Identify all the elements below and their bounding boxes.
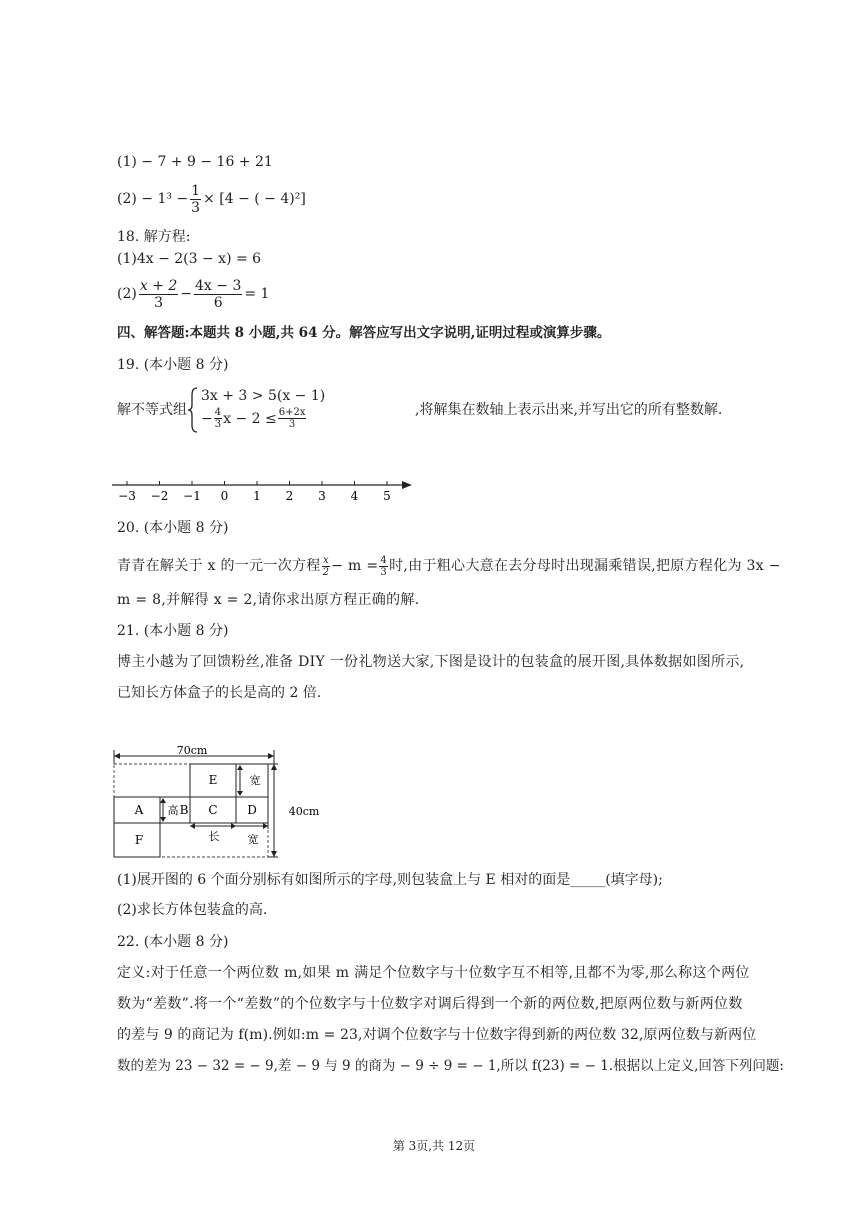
q20-line1 bbox=[117, 552, 781, 580]
label-40cm: 40cm bbox=[288, 805, 320, 818]
q20-frac2-num: 4 bbox=[380, 554, 388, 566]
q17-item2-suffix: × [4 − ( − 4)²] bbox=[203, 191, 306, 207]
brace-icon bbox=[187, 387, 199, 433]
q21-sub1: (1)展开图的 6 个面分别标有如图所示的字母,则包装盒上与 E 相对的面是_____(填字母); bbox=[117, 872, 663, 888]
face-B: B bbox=[179, 803, 189, 817]
q22-line4: 数的差为 23 − 32 = − 9,差 − 9 与 9 的商为 − 9 ÷ 9 = − 1,所以 f(23) = − 1.根据以上定义,回答下列问题: bbox=[117, 1058, 784, 1074]
label-width-top: 宽 bbox=[249, 774, 261, 787]
axis-tick-label: 4 bbox=[350, 489, 359, 503]
q22-title: 22. (本小题 8 分) bbox=[117, 934, 229, 950]
q17-item2-prefix: (2) − 1³ − bbox=[117, 191, 189, 207]
face-F: F bbox=[134, 833, 144, 847]
q19-ineq2-a: − bbox=[201, 410, 213, 427]
q21-sub2: (2)求长方体包装盒的高. bbox=[117, 902, 268, 918]
axis-tick-label: −2 bbox=[150, 489, 169, 503]
q17-item1: (1) − 7 + 9 − 16 + 21 bbox=[117, 154, 273, 170]
q18-frac2-num: 4x − 3 bbox=[195, 277, 242, 294]
label-length: 长 bbox=[208, 830, 220, 843]
q22-line3: 的差与 9 的商记为 f(m).例如:m = 23,对调个位数字与十位数字得到新的两位数 32,原两位数与新两位 bbox=[117, 1027, 757, 1043]
face-D: D bbox=[247, 803, 257, 817]
q19-ineq2-num: 4 bbox=[214, 407, 222, 418]
axis-tick-label: 1 bbox=[253, 489, 261, 503]
q21-line1: 博主小越为了回馈粉丝,准备 DIY 一份礼物送大家,下图是设计的包装盒的展开图,具体数据如图所示, bbox=[117, 654, 745, 670]
q19-ineq2-num2: 6+2x bbox=[278, 407, 306, 418]
box-net-diagram bbox=[108, 740, 328, 862]
arrow-right-icon bbox=[402, 481, 412, 489]
page-footer: 第 3页,共 12页 bbox=[392, 1139, 476, 1153]
q18-item2-suffix: = 1 bbox=[244, 286, 270, 302]
q18-frac1-den: 3 bbox=[154, 294, 164, 311]
label-height: 高 bbox=[167, 804, 179, 817]
q21-line2: 已知长方体盒子的长是高的 2 倍. bbox=[117, 685, 322, 701]
q18-title: 18. 解方程: bbox=[117, 229, 191, 245]
q20-frac2-den: 3 bbox=[380, 566, 388, 578]
q20-frac2 bbox=[379, 555, 388, 578]
q19-ineq2-frac1 bbox=[214, 407, 222, 430]
label-width-bottom: 宽 bbox=[247, 833, 259, 846]
axis-tick-label: −3 bbox=[118, 489, 136, 503]
q17-item2 bbox=[117, 182, 306, 216]
number-line bbox=[110, 476, 420, 506]
q19-suffix: ,将解集在数轴上表示出来,并写出它的所有整数解. bbox=[415, 402, 723, 418]
q19-ineq2-den: 3 bbox=[214, 419, 222, 430]
face-C: C bbox=[208, 803, 218, 817]
q17-frac-den: 3 bbox=[191, 199, 201, 216]
q17-frac-num: 1 bbox=[191, 182, 201, 199]
q19-ineq1: 3x + 3 > 5(x − 1) bbox=[201, 388, 326, 404]
q18-item2-prefix: (2) bbox=[117, 286, 137, 302]
axis-tick-label: −1 bbox=[183, 489, 201, 503]
q20-line2: m = 8,并解得 x = 2,请你求出原方程正确的解. bbox=[117, 592, 420, 608]
q19-title: 19. (本小题 8 分) bbox=[117, 357, 229, 373]
face-A: A bbox=[134, 803, 144, 817]
q20-line1-a: 青青在解关于 x 的一元一次方程 bbox=[117, 558, 321, 574]
q19-ineq2-b: x − 2 ≤ bbox=[223, 410, 277, 427]
q19-ineq2-frac2 bbox=[278, 407, 307, 430]
q19-prefix: 解不等式组 bbox=[117, 402, 187, 418]
q18-frac1-num: x + 2 bbox=[139, 277, 178, 294]
q18-item1: (1)4x − 2(3 − x) = 6 bbox=[117, 251, 262, 267]
q20-frac1-den: 2 bbox=[322, 566, 330, 578]
q20-line1-c: 时,由于粗心大意在去分母时出现漏乘错误,把原方程化为 3x − bbox=[389, 558, 781, 574]
q20-frac1 bbox=[322, 555, 331, 578]
q18-minus: − bbox=[180, 286, 193, 302]
q21-title: 21. (本小题 8 分) bbox=[117, 623, 229, 639]
q19-ineq2-den2: 3 bbox=[288, 419, 296, 430]
axis-tick-label: 3 bbox=[318, 489, 326, 503]
axis-tick-label: 0 bbox=[220, 489, 229, 503]
q17-item2-fraction bbox=[190, 183, 201, 216]
section4-heading: 四、解答题:本题共 8 小题,共 64 分。解答应写出文字说明,证明过程或演算步骤。 bbox=[117, 325, 611, 341]
q18-item2 bbox=[117, 275, 269, 313]
q20-line1-b: − m = bbox=[331, 558, 379, 574]
q20-title: 20. (本小题 8 分) bbox=[117, 520, 229, 536]
axis-tick-label: 2 bbox=[285, 489, 294, 503]
q20-frac1-num: x bbox=[322, 554, 329, 566]
q18-frac1 bbox=[139, 278, 178, 311]
face-E: E bbox=[208, 773, 218, 787]
label-70cm: 70cm bbox=[176, 744, 208, 757]
q22-line1: 定义:对于任意一个两位数 m,如果 m 满足个位数字与十位数字互不相等,且都不为零,那么称这个两位 bbox=[117, 965, 750, 981]
q18-frac2 bbox=[194, 278, 242, 311]
q19-ineq2 bbox=[201, 407, 307, 430]
axis-tick-label: 5 bbox=[383, 489, 391, 503]
q22-line2: 数为“差数”.将一个“差数”的个位数字与十位数字对调后得到一个新的两位数,把原两位数与新两位数 bbox=[117, 996, 743, 1012]
q18-frac2-den: 6 bbox=[213, 294, 223, 311]
